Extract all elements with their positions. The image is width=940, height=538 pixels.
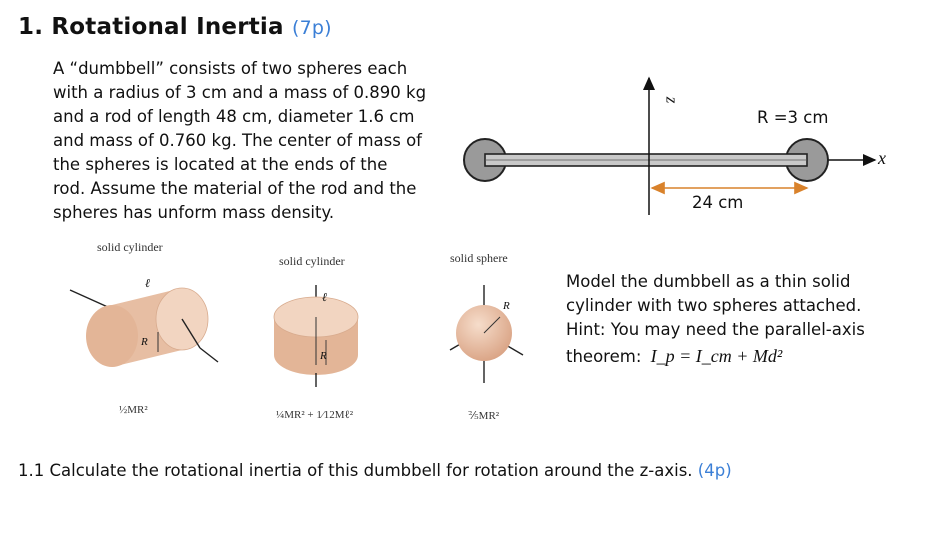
figure-1-formula: ½MR² <box>119 404 148 416</box>
dumbbell-diagram <box>455 70 895 230</box>
solid-sphere-figure <box>448 285 528 385</box>
intro-line: with a radius of 3 cm and a mass of 0.890 kg <box>53 83 427 102</box>
model-line: Model the dumbbell as a thin solid <box>566 272 851 291</box>
model-line: Hint: You may need the parallel-axis <box>566 320 865 339</box>
subquestion-1-1 <box>18 461 732 480</box>
length-label: 24 cm <box>692 193 744 212</box>
figure-3-formula: ⅖MR² <box>468 410 500 422</box>
section-title: Rotational Inertia <box>51 14 284 40</box>
problem-statement <box>53 57 443 225</box>
solid-cylinder-figure-2 <box>268 285 368 385</box>
intro-line: the spheres is located at the ends of the <box>53 155 388 174</box>
model-hint <box>566 270 926 369</box>
x-axis-label: x <box>878 148 886 168</box>
figure-2-formula: ¼MR² + 1⁄12Mℓ² <box>276 409 354 421</box>
figure-3-radius-label: R <box>503 300 510 312</box>
figure-2-axis-label: ℓ <box>322 290 327 304</box>
subquestion-text: 1.1 Calculate the rotational inertia of this dumbbell for rotation around the z-axis. <box>18 461 693 480</box>
intro-line: spheres has unform mass density. <box>53 203 335 222</box>
intro-line: and mass of 0.760 kg. The center of mass of <box>53 131 422 150</box>
section-points: (7p) <box>291 17 332 39</box>
figure-1-radius-label: R <box>141 336 148 348</box>
theorem-prefix: theorem: <box>566 347 642 366</box>
radius-label: R =3 cm <box>757 108 829 127</box>
figure-1-label: solid cylinder <box>97 240 163 254</box>
figure-2-radius-label: R <box>320 350 327 362</box>
intro-line: A “dumbbell” consists of two spheres each <box>53 59 408 78</box>
section-heading <box>18 14 332 40</box>
figure-1-axis-label: ℓ <box>145 276 150 290</box>
model-line: cylinder with two spheres attached. <box>566 296 862 315</box>
section-number: 1. <box>18 14 44 40</box>
figure-3-label: solid sphere <box>450 251 508 265</box>
figure-2-label: solid cylinder <box>279 254 345 268</box>
solid-cylinder-figure-1 <box>70 270 210 370</box>
intro-line: rod. Assume the material of the rod and the <box>53 179 417 198</box>
theorem-line <box>566 344 926 369</box>
subquestion-points: (4p) <box>697 461 732 480</box>
z-axis-label: z <box>662 96 682 104</box>
parallel-axis-equation: I_p = I_cm + Md² <box>650 346 783 366</box>
intro-line: and a rod of length 48 cm, diameter 1.6 cm <box>53 107 415 126</box>
